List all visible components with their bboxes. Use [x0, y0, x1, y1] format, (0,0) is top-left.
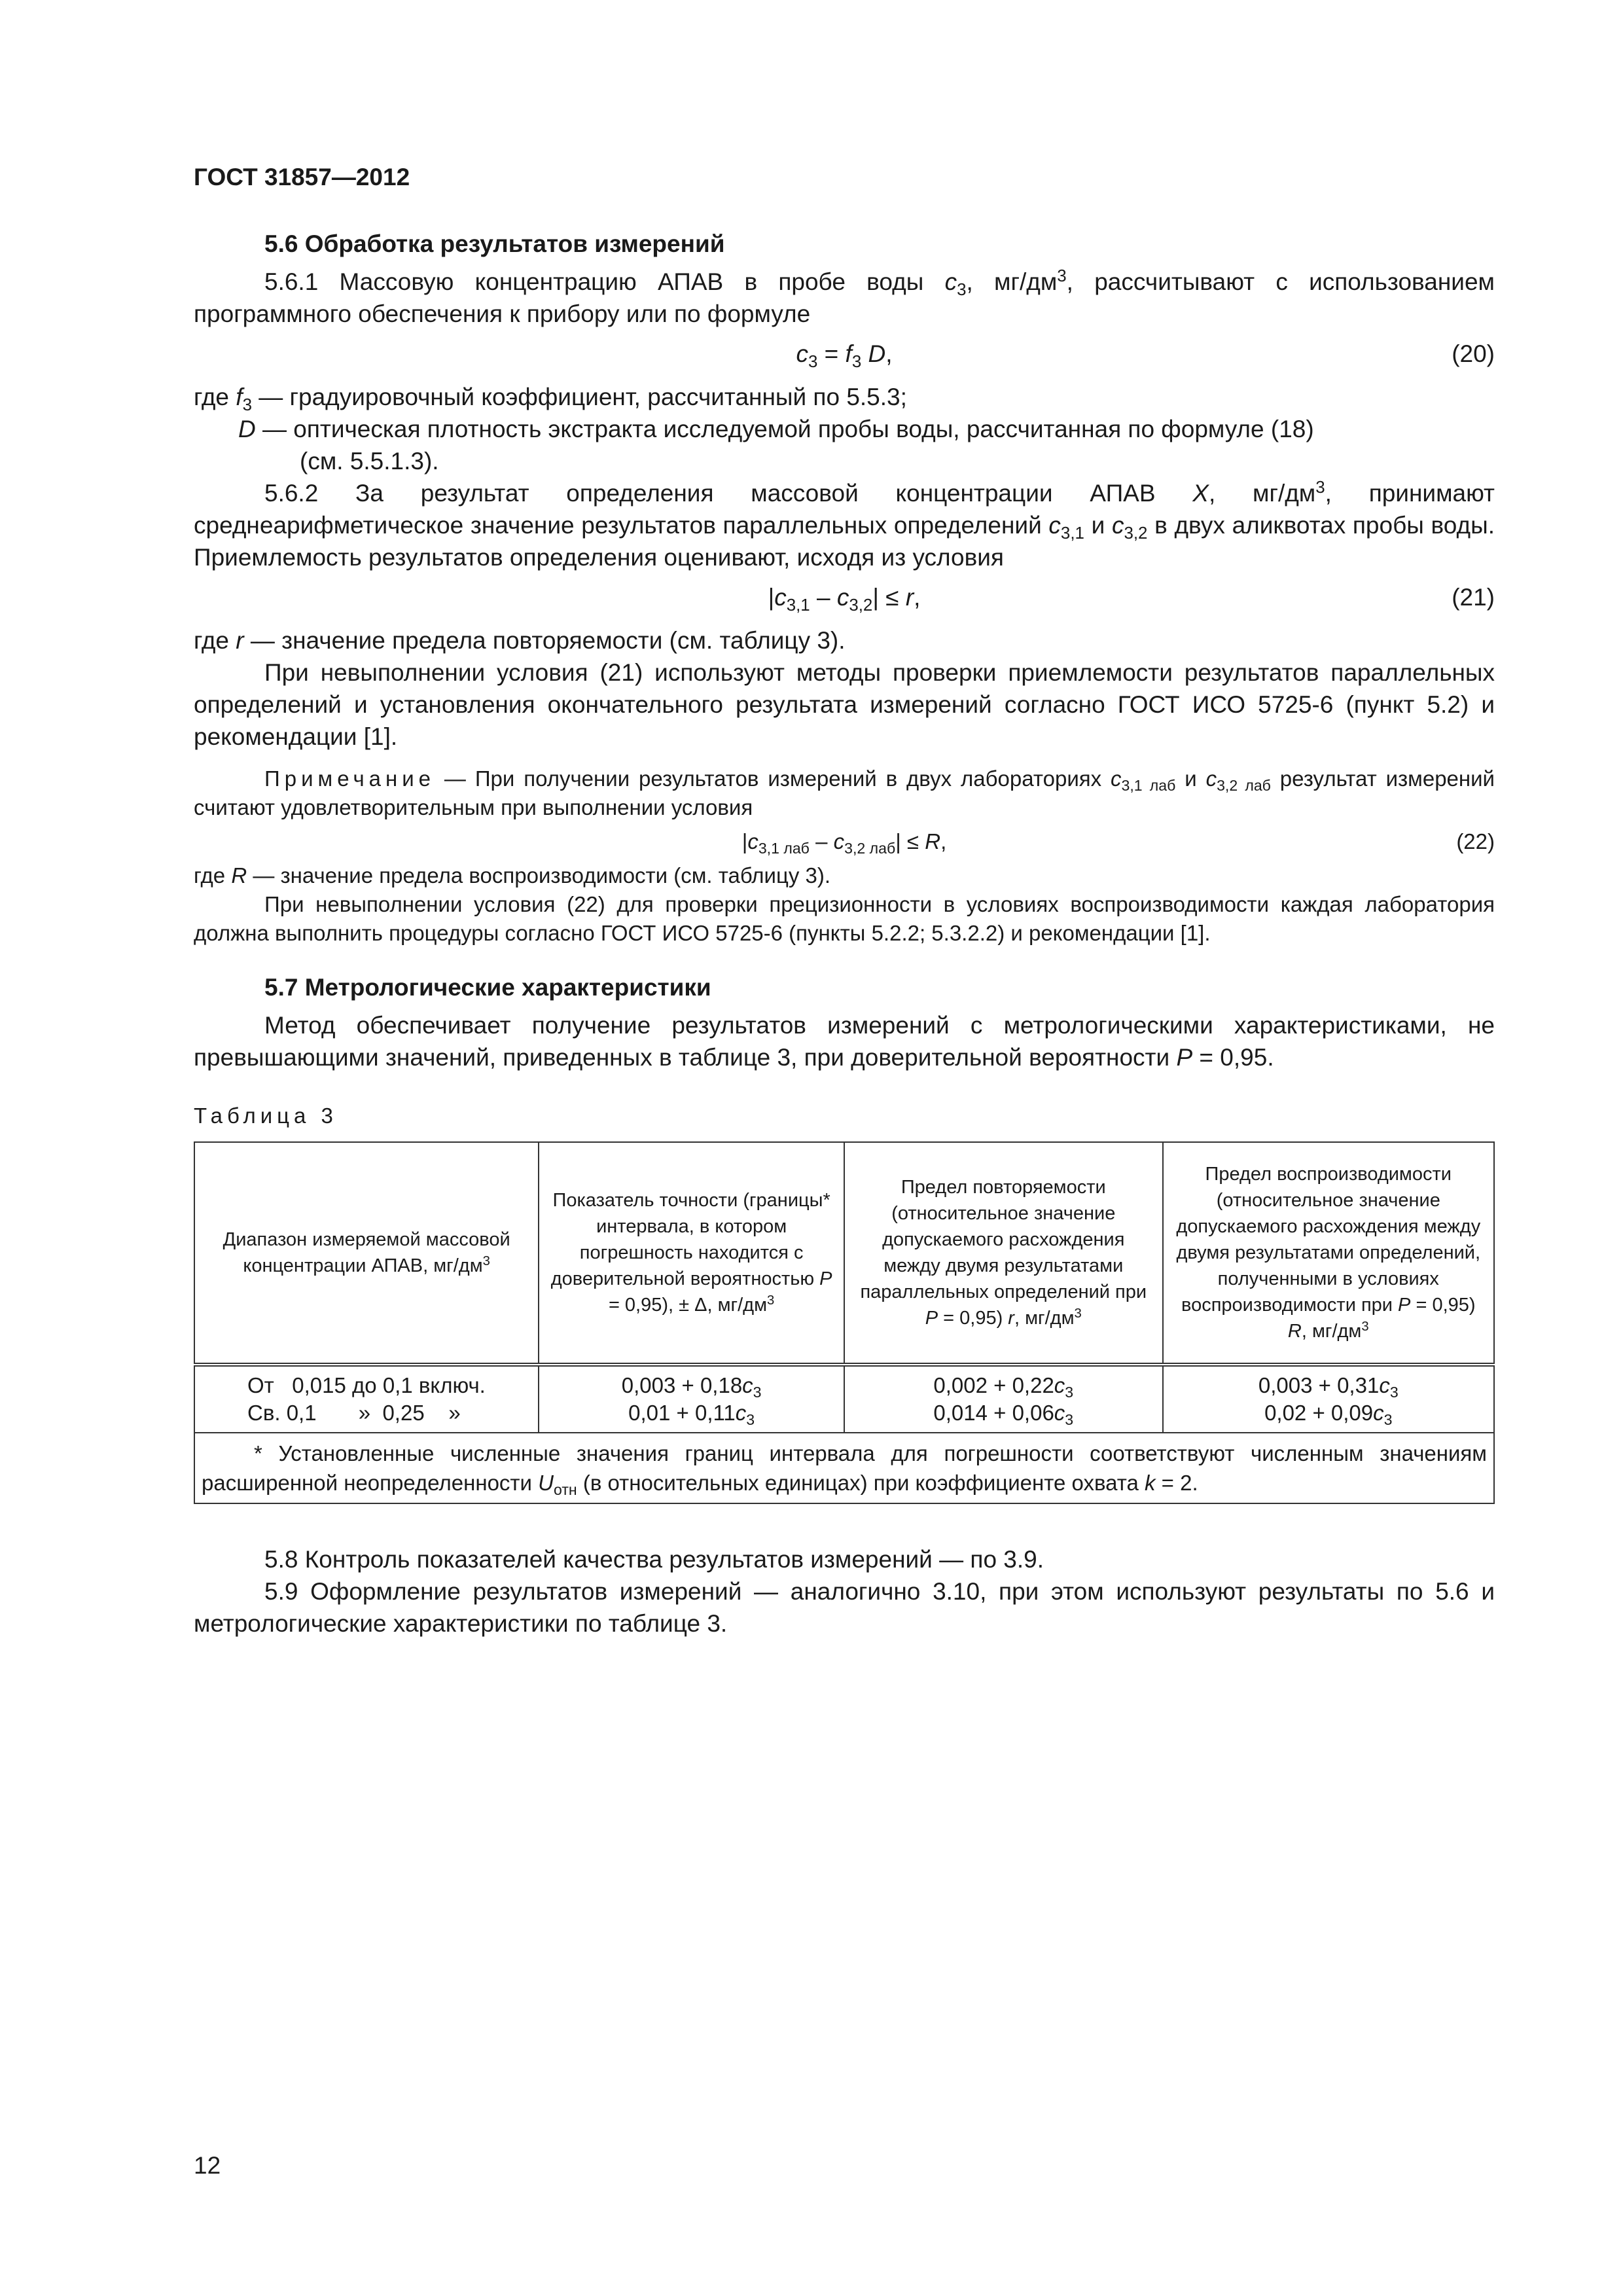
formula-21: $|c_{3,1} - c_{3,2}| \le r$, (21) [194, 581, 1495, 618]
cell-range: От 0,015 до 0,1 включ. Св. 0,1 » 0,25 » [194, 1365, 539, 1433]
table-row [194, 1365, 1494, 1433]
where-r: где r — значение предела повторяемости (см. таблицу 3). [194, 627, 846, 654]
table-3 [194, 1141, 1495, 1504]
formula-20: $c_3 = f_3$ D, (20) [194, 338, 1495, 374]
paragraph-5-6-2: 5.6.2 За результат определения массовой концентрации АПАВ X, $мг/дм^3$, принимают среднеарифметическое значение результатов параллельных определений $c_{3,1}$ и $c_{3,2}$ в двух аликвотах пробы воды. Приемлемость результатов определения оценивают, исходя из условия [194, 478, 1495, 571]
where-R: где R — значение предела воспроизводимости (см. таблицу 3). [194, 863, 831, 888]
note-heading: Примечание [264, 766, 436, 791]
paragraph-5-9: 5.9 Оформление результатов измерений — аналогично 3.10, при этом используют результаты по 5.6 и метрологические характеристики по таблице 3. [194, 1578, 1495, 1637]
col-header-range: Диапазон измеряемой массовой концентрации АПАВ, $мг/дм^3$ [194, 1142, 539, 1365]
paragraph-5-6-1: 5.6.1 Массовую концентрацию АПАВ в пробе воды $c_3$, $мг/дм^3$, рассчитывают с использованием программного обеспечения к прибору или по формуле [194, 267, 1495, 327]
col-header-reproducibility: Предел воспроизводимости (относительное значение допускаемого расхождения между двумя результатами определений, полученными в условиях воспроизводимости при P = 0,95) R, $мг/дм^3$ [1163, 1142, 1494, 1365]
cell-repeatability: $0,002 + 0,22c_3$ $0,014 + 0,06c_3$ [844, 1365, 1163, 1433]
page-number: 12 [194, 2152, 221, 2179]
section-5-6-title: 5.6 Обработка результатов измерений [264, 230, 725, 257]
note-block: Примечание — При получении результатов измерений в двух лабораториях $c_{3,1 лаб}$ и $c_{3,2 лаб}$ результат измерений считают удовлетворительным при выполнении условия $|c_{3,1 лаб} - c_{3,2 лаб}| \le R$, (22) где R — значение предела воспроизводимости (см. таблицу 3). При невыполнении условия (22) для проверки прецизионности в условиях воспроизводимости каждая лаборатория должна выполнить процедуры согласно ГОСТ ИСО 5725-6 (пункты 5.2.2; 5.3.2.2) и рекомендации [1]. [194, 764, 1495, 948]
paragraph-fail-22: При невыполнении условия (22) для проверки прецизионности в условиях воспроизводимости каждая лаборатория должна выполнить процедуры согласно ГОСТ ИСО 5725-6 (пункты 5.2.2; 5.3.2.2) и рекомендации [1]. [194, 892, 1495, 945]
table-footnote: * Установленные численные значения границ интервала для погрешности соответствуют численным значениям расширенной неопределенности $U_{отн}$ (в относительных единицах) при коэффициенте охвата k = 2. [194, 1433, 1494, 1503]
formula-21-number: (21) [1452, 584, 1495, 611]
col-header-accuracy: Показатель точности (границы* интервала, в котором погрешность находится с доверительной вероятностью P = 0,95), ± Δ, $мг/дм^3$ [539, 1142, 844, 1365]
formula-22: $|c_{3,1 лаб} - c_{3,2 лаб}| \le R$, (22) [194, 827, 1495, 859]
doc-code: ГОСТ 31857—2012 [194, 164, 410, 190]
cell-reproducibility: $0,003 + 0,31c_3$ $0,02 + 0,09c_3$ [1163, 1365, 1494, 1433]
document-page [194, 164, 1495, 1640]
cell-accuracy: $0,003 + 0,18c_3$ $0,01 + 0,11c_3$ [539, 1365, 844, 1433]
paragraph-5-8: 5.8 Контроль показателей качества результатов измерений — по 3.9. [264, 1546, 1044, 1573]
paragraph-fail-21: При невыполнении условия (21) используют методы проверки приемлемости результатов параллельных определений и установления окончательного результата измерений согласно ГОСТ ИСО 5725-6 (пункт 5.2) и рекомендации [1]. [194, 659, 1495, 750]
table-3-caption: Таблица 3 [194, 1103, 338, 1128]
formula-20-number: (20) [1452, 340, 1495, 367]
section-5-7-title: 5.7 Метрологические характеристики [264, 974, 711, 1001]
formula-22-number: (22) [1456, 829, 1495, 853]
paragraph-5-7: Метод обеспечивает получение результатов измерений с метрологическими характеристиками, не превышающими значений, приведенных в таблице 3, при доверительной вероятности P = 0,95. [194, 1012, 1495, 1071]
where-block-20: где $f_3$ — градуировочный коэффициент, рассчитанный по 5.5.3; D — оптическая плотность экстракта исследуемой пробы воды, рассчитанная по формуле (18) (см. 5.5.1.3). [194, 384, 1314, 475]
col-header-repeatability: Предел повторяемости (относительное значение допускаемого расхождения между двумя результатами параллельных определений при P = 0,95) r, $мг/дм^3$ [844, 1142, 1163, 1365]
